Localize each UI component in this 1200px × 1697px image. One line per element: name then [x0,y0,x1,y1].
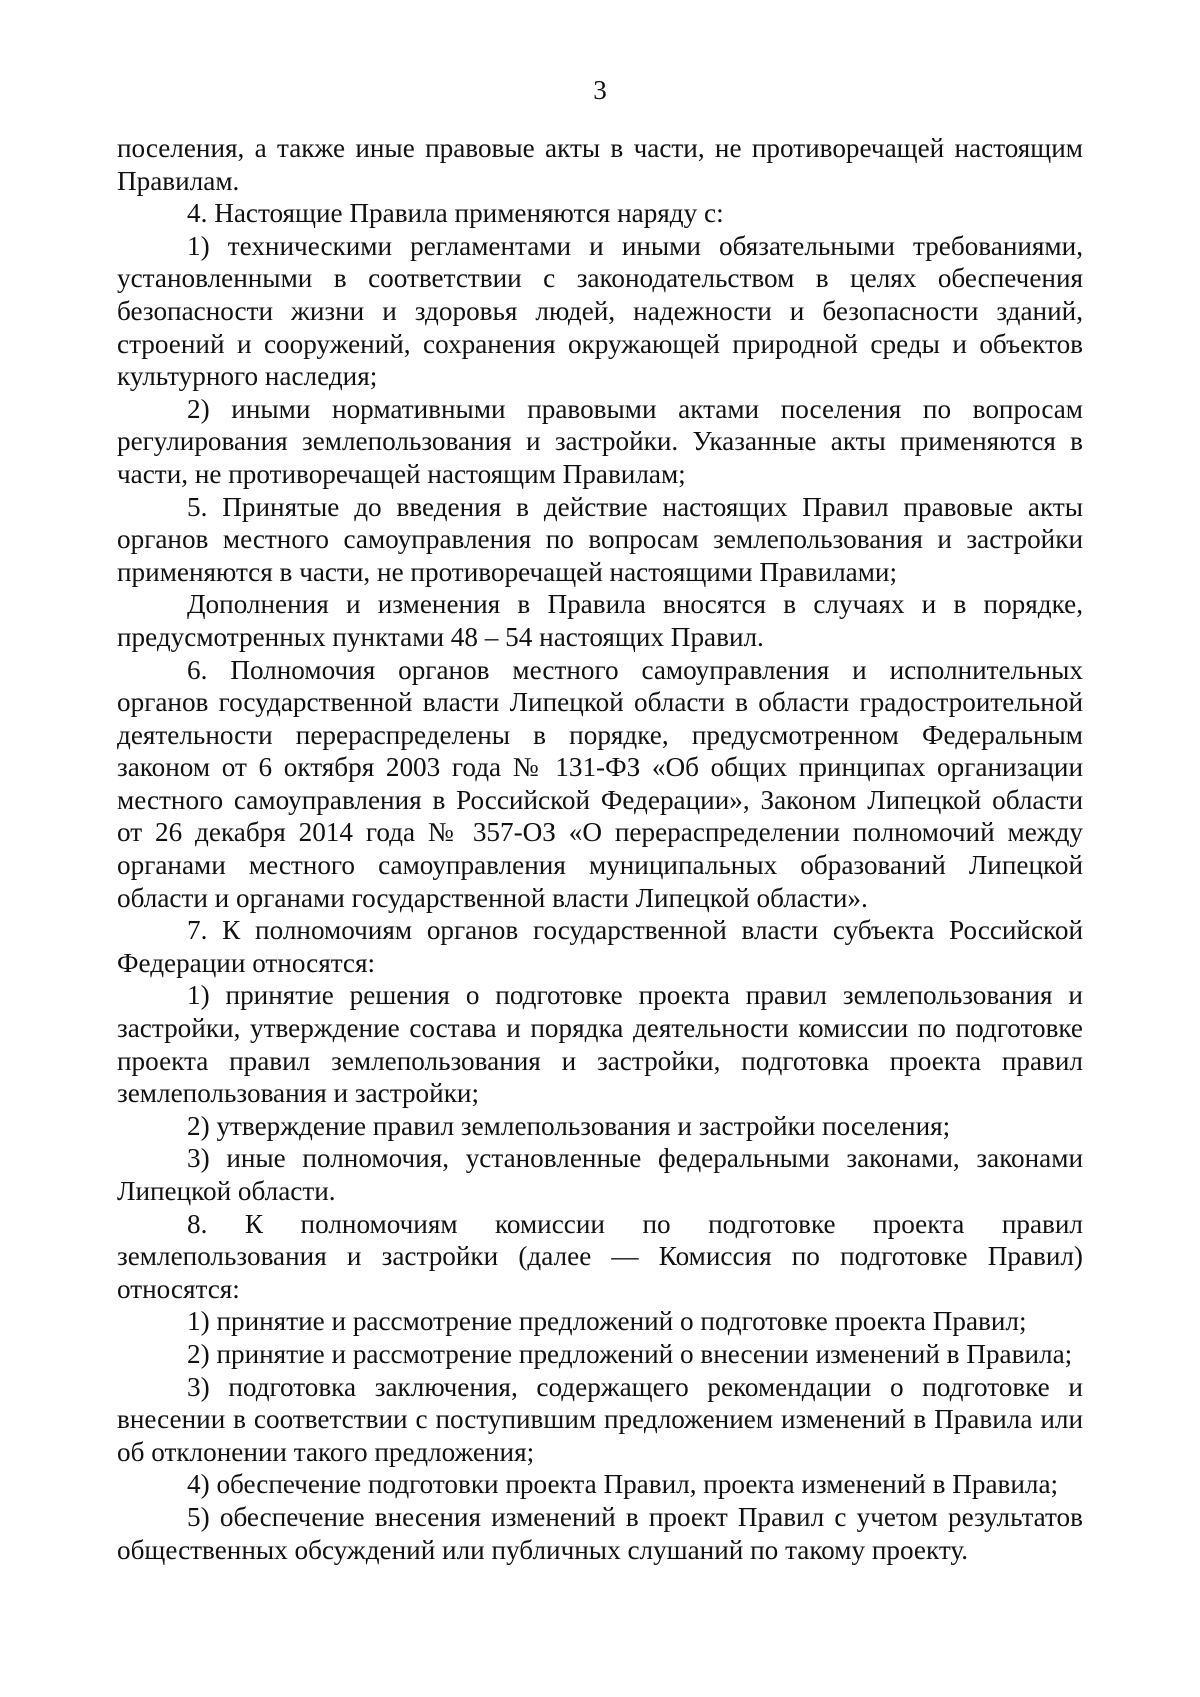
paragraph-item-7-1: 1) принятие решения о подготовке проекта правил землепользования и застройки, утверждение состава и порядка деятельности комиссии по подготовке проекта правил землепользования и застройки, подготовка проекта правил землепользования и застройки; [117,980,1083,1109]
paragraph-item-4-2: 2) иными нормативными правовыми актами поселения по вопросам регулирования землепользования и застройки. Указанные акты применяются в части, не противоречащей настоящим Правилам; [117,393,1083,489]
paragraph-amendments: Дополнения и изменения в Правила вносятся в случаях и в порядке, предусмотренных пунктами 48 – 54 настоящих Правил. [117,589,1083,652]
paragraph-item-8-1: 1) принятие и рассмотрение предложений о подготовке проекта Правил; [187,1306,1027,1337]
paragraph-item-8-4: 4) обеспечение подготовки проекта Правил, проекта изменений в Правила; [187,1469,1059,1500]
page-number: 3 [593,75,607,105]
paragraph-item-8-5: 5) обеспечение внесения изменений в проект Правил с учетом результатов общественных обсуждений или публичных слушаний по такому проекту. [117,1501,1083,1565]
paragraph-item-8: 8. К полномочиям комиссии по подготовке проекта правил землепользования и застройки (далее — Комиссия по подготовке Правил) относятся: [117,1208,1083,1304]
paragraph-item-4: 4. Настоящие Правила применяются наряду с: [187,198,724,229]
paragraph-item-6: 6. Полномочия органов местного самоуправления и исполнительных органов государственной власти Липецкой области в области градостроительной деятельности перераспределены в порядке, предусмотренном Федеральным законом от 6 октября 2003 года № 131-ФЗ «Об общих принципах организации местного самоуправления в Российской Федерации», Законом Липецкой области от 26 декабря 2014 года № 357-ОЗ «О перераспределении полномочий между органами местного самоуправления муниципальных образований Липецкой области и органами государственной власти Липецкой области». [117,654,1083,913]
document-body [117,132,1083,1566]
paragraph-item-4-1: 1) техническими регламентами и иными обязательными требованиями, установленными в соответствии с законодательством в целях обеспечения безопасности жизни и здоровья людей, надежности и безопасности зданий, строений и сооружений, сохранения окружающей природной среды и объектов культурного наследия; [117,230,1083,392]
paragraph-item-8-3: 3) подготовка заключения, содержащего рекомендации о подготовке и внесении в соответствии с поступившим предложением изменений в Правила или об отклонении такого предложения; [117,1371,1083,1467]
paragraph-item-7-2: 2) утверждение правил землепользования и застройки поселения; [187,1110,951,1141]
paragraph-item-7: 7. К полномочиям органов государственной власти субъекта Российской Федерации относятся: [117,915,1083,978]
paragraph-item-5: 5. Принятые до введения в действие настоящих Правил правовые акты органов местного самоуправления по вопросам землепользования и застройки применяются в части, не противоречащей настоящими Правилами; [117,491,1083,587]
paragraph-continuation: поселения, а также иные правовые акты в части, не противоречащей настоящим Правилам. [117,133,1083,196]
paragraph-item-8-2: 2) принятие и рассмотрение предложений о внесении изменений в Правила; [187,1338,1073,1369]
paragraph-item-7-3: 3) иные полномочия, установленные федеральными законами, законами Липецкой области. [117,1143,1083,1206]
